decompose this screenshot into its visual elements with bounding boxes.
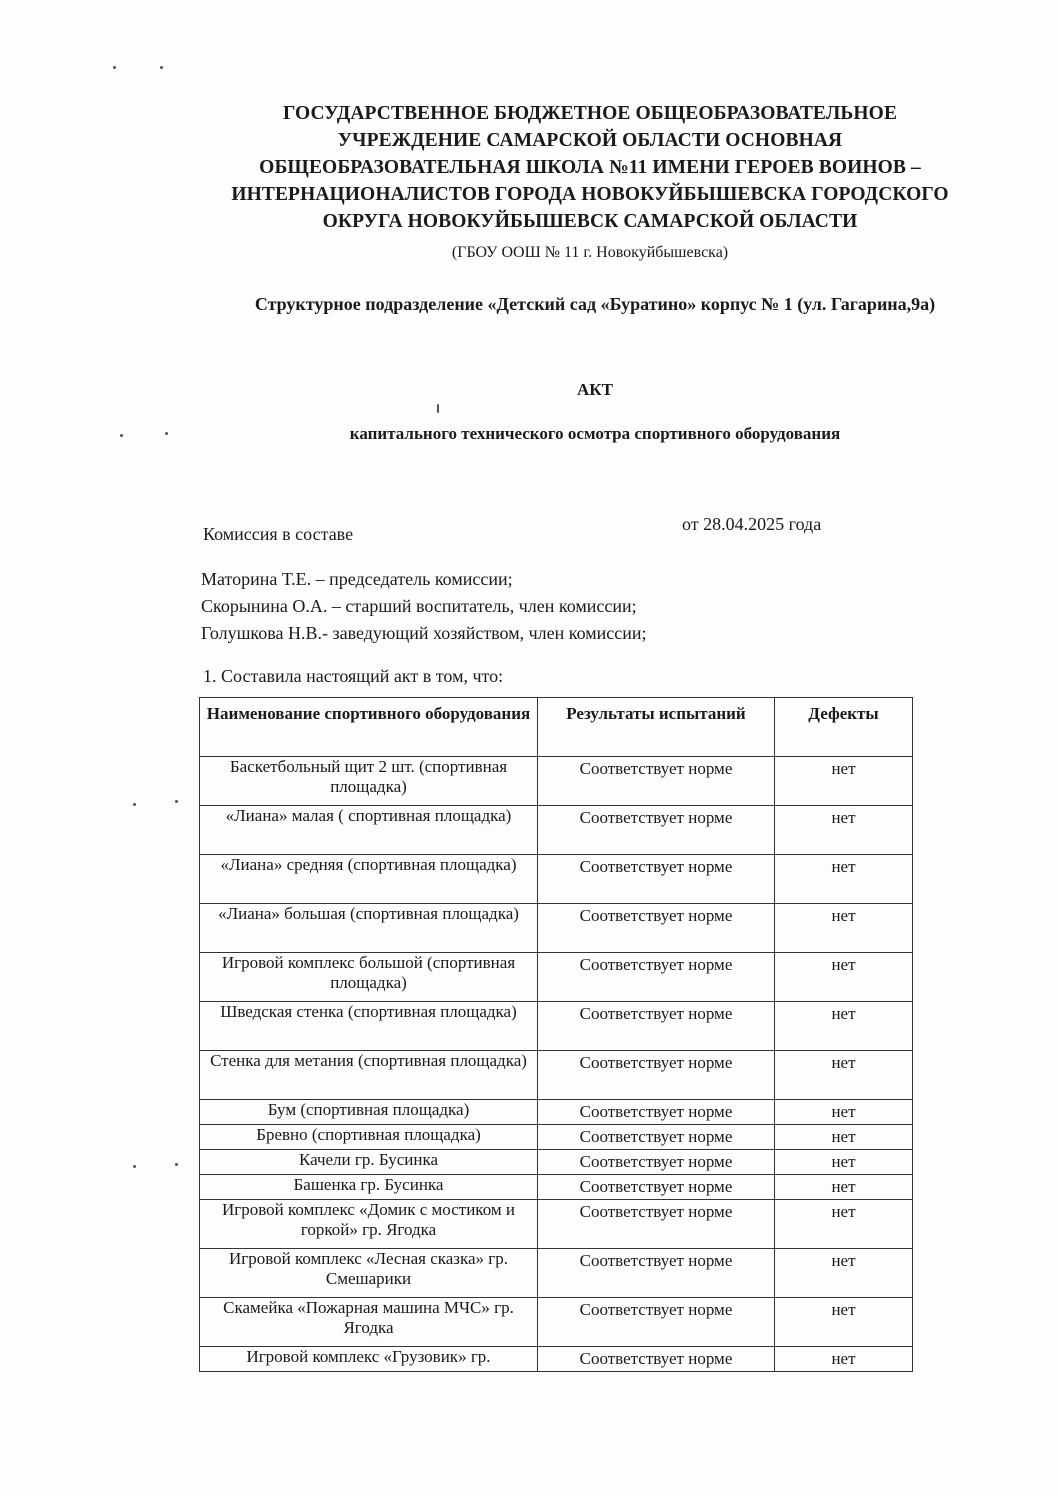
defects-cell: нет — [775, 1249, 913, 1298]
defects-cell: нет — [775, 1200, 913, 1249]
column-header-name: Наименование спортивного оборудования — [200, 698, 538, 757]
defects-cell: нет — [775, 1100, 913, 1125]
test-result-cell: Соответствует норме — [538, 1175, 775, 1200]
defects-cell: нет — [775, 1125, 913, 1150]
scan-speck — [133, 1165, 136, 1168]
defects-cell: нет — [775, 1175, 913, 1200]
member-line: Голушкова Н.В.- заведующий хозяйством, член комиссии; — [201, 623, 647, 643]
defects-cell: нет — [775, 953, 913, 1002]
table-row — [200, 1249, 913, 1298]
test-result-cell: Соответствует норме — [538, 806, 775, 855]
equipment-name-cell: Качели гр. Бусинка — [200, 1150, 538, 1175]
scan-speck — [160, 66, 163, 69]
column-header-defects: Дефекты — [775, 698, 913, 757]
test-result-cell: Соответствует норме — [538, 1150, 775, 1175]
table-row — [200, 1298, 913, 1347]
equipment-name-cell: Стенка для метания (спортивная площадка) — [200, 1051, 538, 1100]
defects-cell: нет — [775, 1298, 913, 1347]
equipment-name-cell: Игровой комплекс «Лесная сказка» гр. Смешарики — [200, 1249, 538, 1298]
scan-speck — [113, 66, 116, 69]
equipment-name-cell: «Лиана» средняя (спортивная площадка) — [200, 855, 538, 904]
header-line: ГОСУДАРСТВЕННОЕ БЮДЖЕТНОЕ ОБЩЕОБРАЗОВАТЕЛЬНОЕ — [282, 103, 898, 124]
test-result-cell: Соответствует норме — [538, 1002, 775, 1051]
act-title: АКТ — [577, 380, 613, 399]
defects-cell: нет — [775, 1347, 913, 1372]
scan-speck — [133, 803, 136, 806]
equipment-name-cell: Игровой комплекс большой (спортивная площадка) — [200, 953, 538, 1002]
scan-speck — [437, 404, 439, 413]
table-row — [200, 757, 913, 806]
commission-members — [201, 566, 647, 647]
header-line: ОБЩЕОБРАЗОВАТЕЛЬНАЯ ШКОЛА №11 ИМЕНИ ГЕРОЕВ ВОИНОВ – — [259, 157, 921, 178]
table-row — [200, 1125, 913, 1150]
act-date: от 28.04.2025 года — [682, 514, 822, 534]
test-result-cell: Соответствует норме — [538, 953, 775, 1002]
organization-abbreviation: (ГБОУ ООШ № 11 г. Новокуйбышевска) — [451, 244, 729, 261]
test-result-cell: Соответствует норме — [538, 1051, 775, 1100]
test-result-cell: Соответствует норме — [538, 1200, 775, 1249]
table-row — [200, 1200, 913, 1249]
equipment-name-cell: Игровой комплекс «Домик с мостиком и горкой» гр. Ягодка — [200, 1200, 538, 1249]
equipment-name-cell: Бум (спортивная площадка) — [200, 1100, 538, 1125]
member-line: Скорынина О.А. – старший воспитатель, член комиссии; — [201, 596, 637, 616]
defects-cell: нет — [775, 1051, 913, 1100]
table-row — [200, 953, 913, 1002]
defects-cell: нет — [775, 855, 913, 904]
header-line: УЧРЕЖДЕНИЕ САМАРСКОЙ ОБЛАСТИ ОСНОВНАЯ — [337, 130, 843, 151]
act-subtitle: капитального технического осмотра спортивного оборудования — [349, 424, 841, 443]
test-result-cell: Соответствует норме — [538, 1249, 775, 1298]
scan-speck — [175, 800, 178, 803]
table-body — [200, 757, 913, 1372]
test-result-cell: Соответствует норме — [538, 1347, 775, 1372]
commission-label: Комиссия в составе — [203, 524, 354, 544]
table-row — [200, 1347, 913, 1372]
test-result-cell: Соответствует норме — [538, 1125, 775, 1150]
test-result-cell: Соответствует норме — [538, 1100, 775, 1125]
scan-speck — [165, 432, 168, 435]
header-line: ИНТЕРНАЦИОНАЛИСТОВ ГОРОДА НОВОКУЙБЫШЕВСКА ГОРОДСКОГО — [231, 184, 949, 205]
table-row — [200, 904, 913, 953]
clause-text: 1. Составила настоящий акт в том, что: — [203, 666, 504, 686]
table-row — [200, 1150, 913, 1175]
column-header-result: Результаты испытаний — [538, 698, 775, 757]
header-line: ОКРУГА НОВОКУЙБЫШЕВСК САМАРСКОЙ ОБЛАСТИ — [322, 211, 858, 232]
scan-speck — [120, 434, 123, 437]
organization-header — [150, 100, 1030, 235]
subdivision-line: Структурное подразделение «Детский сад «Буратино» корпус № 1 (ул. Гагарина,9а) — [254, 294, 936, 314]
equipment-name-cell: Башенка гр. Бусинка — [200, 1175, 538, 1200]
defects-cell: нет — [775, 757, 913, 806]
defects-cell: нет — [775, 904, 913, 953]
table-row — [200, 1100, 913, 1125]
equipment-name-cell: Шведская стенка (спортивная площадка) — [200, 1002, 538, 1051]
table-row — [200, 1002, 913, 1051]
test-result-cell: Соответствует норме — [538, 757, 775, 806]
equipment-name-cell: Скамейка «Пожарная машина МЧС» гр. Ягодка — [200, 1298, 538, 1347]
test-result-cell: Соответствует норме — [538, 904, 775, 953]
equipment-name-cell: Бревно (спортивная площадка) — [200, 1125, 538, 1150]
table-row — [200, 1175, 913, 1200]
table-header-row — [200, 698, 913, 757]
test-result-cell: Соответствует норме — [538, 855, 775, 904]
defects-cell: нет — [775, 1150, 913, 1175]
equipment-name-cell: «Лиана» большая (спортивная площадка) — [200, 904, 538, 953]
equipment-name-cell: «Лиана» малая ( спортивная площадка) — [200, 806, 538, 855]
table-row — [200, 855, 913, 904]
equipment-name-cell: Игровой комплекс «Грузовик» гр. — [200, 1347, 538, 1372]
table-row — [200, 1051, 913, 1100]
test-result-cell: Соответствует норме — [538, 1298, 775, 1347]
equipment-name-cell: Баскетбольный щит 2 шт. (спортивная площадка) — [200, 757, 538, 806]
equipment-table — [199, 697, 913, 1372]
defects-cell: нет — [775, 1002, 913, 1051]
member-line: Маторина Т.Е. – председатель комиссии; — [201, 569, 513, 589]
table-row — [200, 806, 913, 855]
defects-cell: нет — [775, 806, 913, 855]
scan-speck — [175, 1163, 178, 1166]
